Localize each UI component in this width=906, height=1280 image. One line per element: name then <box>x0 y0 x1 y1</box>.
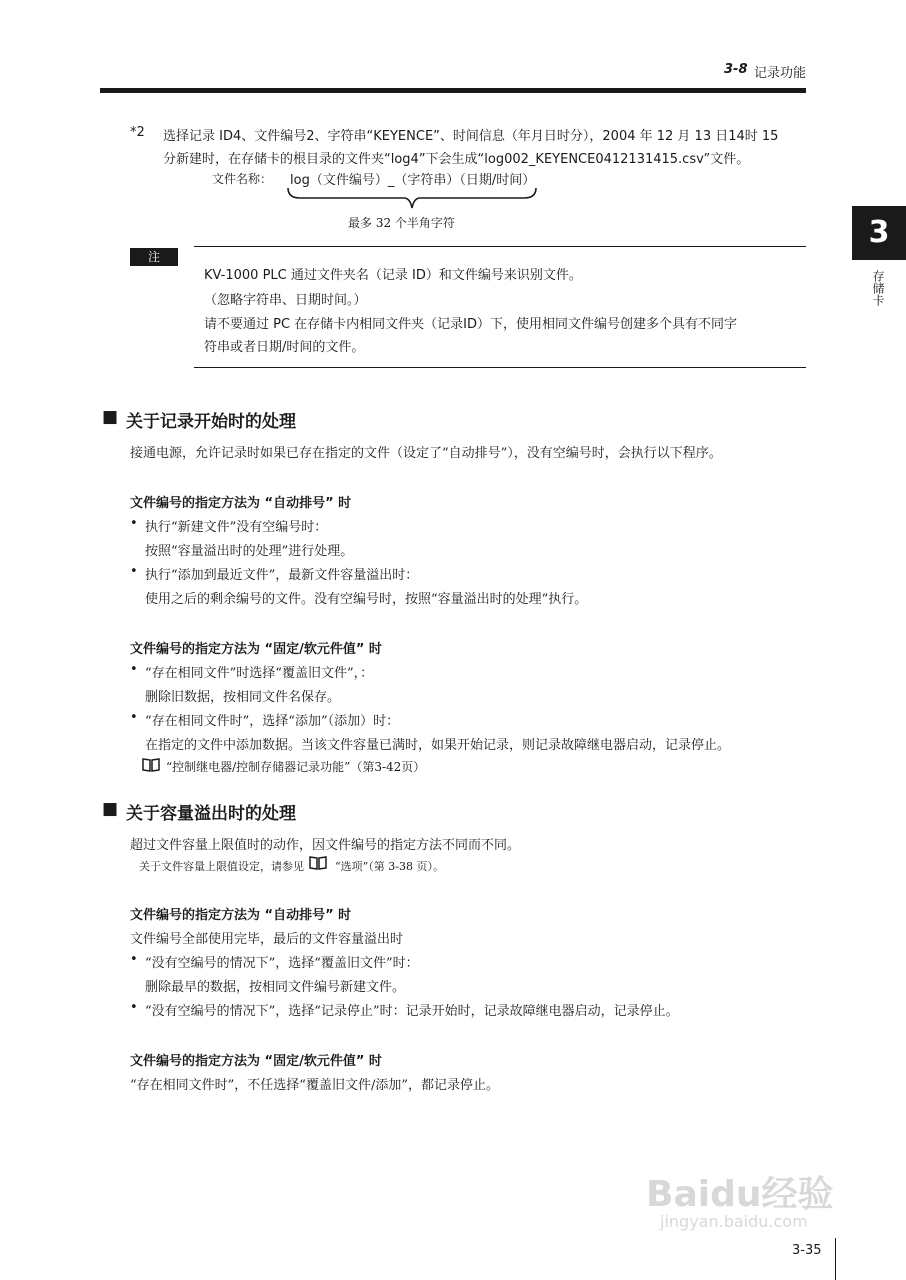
bullet-icon: • <box>130 662 138 677</box>
note-line: （忽略字符串、日期时间。） <box>204 293 367 308</box>
section-intro: 超过文件容量上限值时的动作，因文件编号的指定方法不同而不同。 <box>130 838 521 853</box>
book-icon <box>142 758 160 772</box>
bullet-icon: • <box>130 1000 138 1015</box>
brace-icon <box>286 186 538 212</box>
header-section-number: 3-8 <box>724 62 748 77</box>
bullet-icon: • <box>130 710 138 725</box>
bullet-icon: • <box>130 564 138 579</box>
subsection-title: 文件编号的指定方法为 “自动排号” 时 <box>130 496 352 511</box>
header-section-title: 记录功能 <box>754 66 807 81</box>
list-item-detail: 按照“容量溢出时的处理”进行处理。 <box>145 544 354 559</box>
list-item-detail: 使用之后的剩余编号的文件。没有空编号时，按照“容量溢出时的处理”执行。 <box>145 592 588 607</box>
section-title: 关于记录开始时的处理 <box>126 412 296 432</box>
list-item: 执行“新建文件”没有空编号时： <box>145 520 328 535</box>
note-line: 请不要通过 PC 在存储卡内相同文件夹（记录ID）下，使用相同文件编号创建多个具有不同字 <box>204 317 738 332</box>
bullet-icon: • <box>130 516 138 531</box>
list-item: “存在相同文件时”，选择“添加”（添加）时： <box>145 714 400 729</box>
list-item: “存在相同文件”时选择“覆盖旧文件”，： <box>145 666 374 681</box>
list-item: 执行“添加到最近文件”，最新文件容量溢出时： <box>145 568 419 583</box>
list-item: “没有空编号的情况下”，选择“覆盖旧文件”时： <box>145 956 419 971</box>
list-item-detail: 删除最早的数据，按相同文件编号新建文件。 <box>145 980 406 995</box>
baidu-watermark-url: jingyan.baidu.com <box>660 1212 808 1231</box>
baidu-watermark-logo: Baidu经验 <box>646 1174 834 1215</box>
footnote-marker: *2 <box>130 125 145 140</box>
chapter-tab: 3 <box>852 206 906 260</box>
bullet-icon: • <box>130 952 138 967</box>
note-top-rule <box>194 246 806 247</box>
note-bottom-rule <box>194 367 806 368</box>
footnote-line: 分新建时，在存储卡的根目录的文件夹“log4”下会生成“log002_KEYENCE0412131415.csv”文件。 <box>163 152 750 167</box>
note-badge: 注 <box>130 248 178 266</box>
section-bullet-icon: ■ <box>102 407 119 427</box>
list-item: “没有空编号的情况下”，选择“记录停止”时：记录开始时，记录故障继电器启动，记录停止。 <box>145 1004 679 1019</box>
list-item-detail: 删除旧数据，按相同文件名保存。 <box>145 690 341 705</box>
brace-caption: 最多 32 个半角字符 <box>348 216 455 230</box>
subsection-title: 文件编号的指定方法为 “固定/软元件值” 时 <box>130 1054 382 1069</box>
reference-prefix: 关于文件容量上限值设定，请参见 <box>139 860 304 873</box>
footer-rule <box>835 1238 836 1280</box>
list-item-detail: 在指定的文件中添加数据。当该文件容量已满时，如果开始记录，则记录故障继电器启动，记录停止。 <box>145 738 731 753</box>
cross-reference-link[interactable]: “控制继电器/控制存储器记录功能”（第3-42页） <box>166 760 426 774</box>
subsection-title: 文件编号的指定方法为 “自动排号” 时 <box>130 908 352 923</box>
filename-pattern: log（文件编号）_（字符串）（日期/时间） <box>290 173 536 188</box>
header-rule <box>100 88 806 93</box>
subsection-text: “存在相同文件时”，不任选择“覆盖旧文件/添加”，都记录停止。 <box>130 1078 499 1093</box>
note-line: 符串或者日期/时间的文件。 <box>204 340 365 355</box>
section-intro: 接通电源，允许记录时如果已存在指定的文件（设定了“自动排号”），没有空编号时，会执行以下程序。 <box>130 446 722 461</box>
chapter-tab-label: 存储卡 <box>871 270 885 306</box>
cross-reference-link[interactable]: “选项”（第 3-38 页）。 <box>335 860 444 873</box>
footnote-line: 选择记录 ID4、文件编号2、字符串“KEYENCE”、时间信息（年月日时分），2004 年 12 月 13 日14时 15 <box>163 129 779 144</box>
section-title: 关于容量溢出时的处理 <box>126 804 296 824</box>
subsection-title: 文件编号的指定方法为 “固定/软元件值” 时 <box>130 642 382 657</box>
subsection-intro: 文件编号全部使用完毕，最后的文件容量溢出时 <box>130 932 404 947</box>
section-bullet-icon: ■ <box>102 799 119 819</box>
page-number: 3-35 <box>792 1243 822 1258</box>
book-icon <box>309 856 327 870</box>
note-line: KV-1000 PLC 通过文件夹名（记录 ID）和文件编号来识别文件。 <box>204 268 582 283</box>
filename-label: 文件名称： <box>212 172 273 186</box>
